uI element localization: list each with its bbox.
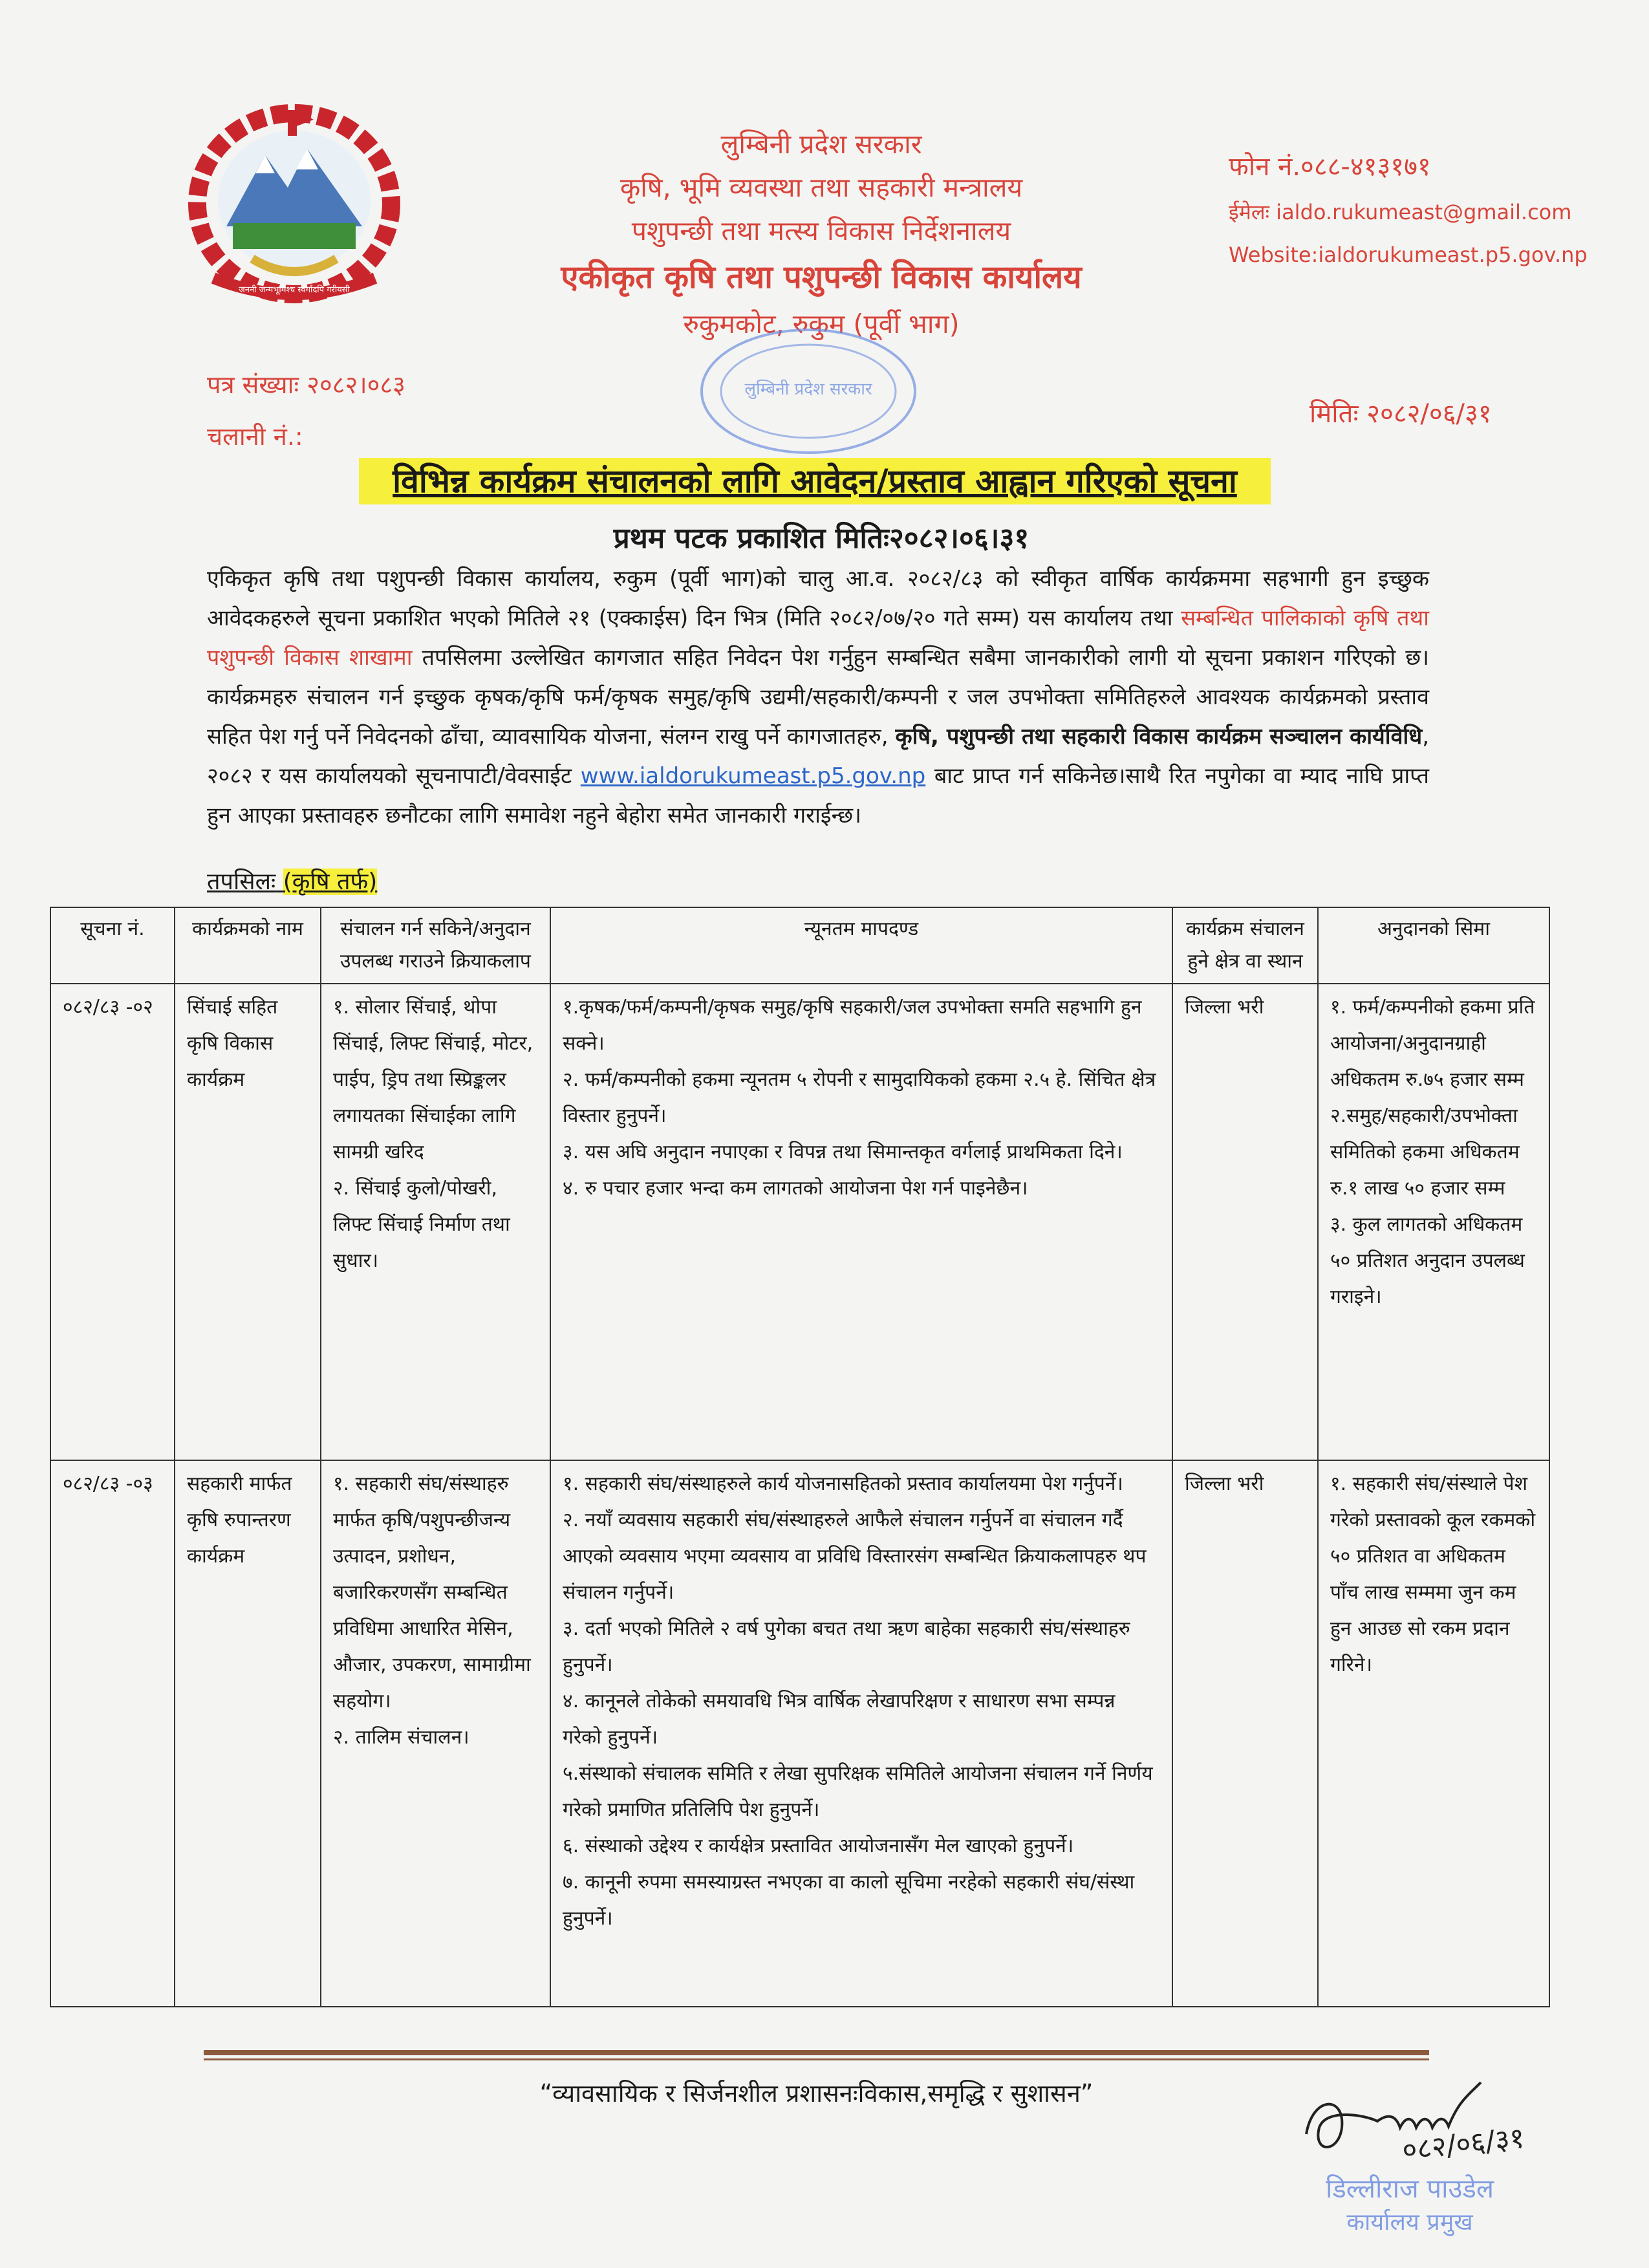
col-header-notice-no: सूचना नं. <box>50 907 175 984</box>
criteria-item: २. फर्म/कम्पनीको हकमा न्यूनतम ५ रोपनी र सामुदायिकको हकमा २.५ हे. सिंचित क्षेत्र विस्तार हुनुपर्ने। <box>563 1068 1156 1127</box>
ministry-name: कृषि, भूमि व्यवस्था तथा सहकारी मन्त्रालय <box>620 172 1023 204</box>
criteria-cell <box>550 1460 1172 2007</box>
program-table <box>50 907 1550 2007</box>
schedule-tag: (कृषि तर्फ) <box>283 869 378 895</box>
office-motto: “व्यावसायिक र सिर्जनशील प्रशासनःविकास,समृद्धि र सुशासन” <box>539 2079 1094 2108</box>
program-name-cell: सिंचाई सहित कृषि विकास कार्यक्रम <box>175 984 321 1460</box>
col-header-grant-limit: अनुदानको सिमा <box>1318 907 1549 984</box>
criteria-item: ३. यस अघि अनुदान नपाएका र विपन्न तथा सिमान्तकृत वर्गलाई प्राथमिकता दिने। <box>563 1141 1123 1163</box>
nepal-emblem-logo <box>175 97 414 310</box>
directorate-name: पशुपन्छी तथा मत्स्य विकास निर्देशनालय <box>631 215 1011 247</box>
dispatch-number: चलानी नं.: <box>207 422 303 451</box>
officer-name: डिल्लीराज पाउडेल <box>1326 2174 1494 2204</box>
area-cell: जिल्ला भरी <box>1172 984 1318 1460</box>
website-link[interactable]: www.ialdorukumeast.p5.gov.np <box>580 763 926 789</box>
table-header-row <box>50 907 1549 984</box>
activity-item: १. सहकारी संघ/संस्थाहरु मार्फत कृषि/पशुपन्छीजन्य उत्पादन, प्रशोधन, बजारिकरणसँग सम्बन्धित प्रविधिमा आधारित मेसिन, औजार, उपकरण, सामाग्रीमा सहयोग। <box>333 1473 531 1712</box>
criteria-cell <box>550 984 1172 1460</box>
phone-number: फोन नं.०८८-४१३१७१ <box>1229 152 1431 182</box>
svg-text:लुम्बिनी प्रदेश सरकार: लुम्बिनी प्रदेश सरकार <box>744 380 872 399</box>
website-address[interactable]: Website:ialdorukumeast.p5.gov.np <box>1229 243 1588 267</box>
criteria-item: ४. कानूनले तोकेको समयावधि भित्र वार्षिक लेखापरिक्षण र साधारण सभा सम्पन्न गरेको हुनुपर्ने। <box>563 1690 1116 1749</box>
svg-text:०८२/०६/३१: ०८२/०६/३१ <box>1400 2121 1526 2167</box>
col-header-program-name: कार्यक्रमको नाम <box>175 907 321 984</box>
activities-cell <box>321 984 550 1460</box>
schedule-label: तपसिलः <box>207 869 276 895</box>
activity-item: २. सिंचाई कुलो/पोखरी, लिफ्ट सिंचाई निर्माण तथा सुधार। <box>333 1177 510 1272</box>
notice-body <box>207 559 1429 836</box>
notice-title: विभिन्न कार्यक्रम संचालनको लागि आवेदन/प्रस्ताव आह्वान गरिएको सूचना <box>359 458 1271 504</box>
criteria-item: २. नयाँ व्यवसाय सहकारी संघ/संस्थाहरुले आफैले संचालन गर्नुपर्ने वा संचालन गर्दै आएको व्यवसाय भएमा व्यवसाय वा प्रविधि विस्तारसंग सम्बन्धित क्रियाकलापहरु थप संचालन गर्नुपर्ने। <box>563 1509 1147 1604</box>
criteria-item: १.कृषक/फर्म/कम्पनी/कृषक समुह/कृषि सहकारी/जल उपभोक्ता समति सहभागि हुन सक्ने। <box>563 996 1142 1055</box>
schedule-heading <box>207 865 377 896</box>
criteria-item: ४. रु पचार हजार भन्दा कम लागतको आयोजना पेश गर्न पाइनेछैन। <box>563 1177 1028 1200</box>
criteria-item: १. सहकारी संघ/संस्थाहरुले कार्य योजनासहितको प्रस्ताव कार्यालयमा पेश गर्नुपर्ने। <box>563 1473 1123 1495</box>
body-text-bold: कृषि, पशुपन्छी तथा सहकारी विकास कार्यक्रम सञ्चालन कार्यविधि <box>895 724 1423 750</box>
criteria-item: ६. संस्थाको उद्देश्य र कार्यक्षेत्र प्रस्तावित आयोजनासँग मेल खाएको हुनुपर्ने। <box>563 1835 1074 1857</box>
activity-item: २. तालिम संचालन। <box>333 1726 469 1749</box>
criteria-item: ५.संस्थाको संचालक समिति र लेखा सुपरिक्षक समितिले आयोजना संचालन गर्ने निर्णय गरेको प्रमाणित प्रतिलिपि पेश हुनुपर्ने। <box>563 1762 1153 1821</box>
area-cell: जिल्ला भरी <box>1172 1460 1318 2007</box>
footer-divider <box>204 2050 1429 2055</box>
limit-item: २.समुह/सहकारी/उपभोक्ता समितिको हकमा अधिकतम रु.१ लाख ५० हजार सम्म <box>1330 1105 1520 1200</box>
body-text-1: एकिकृत कृषि तथा पशुपन्छी विकास कार्यालय, रुकुम (पूर्वी भाग)को चालु आ.व. २०८२/८३ को स्वीकृत वार्षिक कार्यक्रममा सहभागी हुन इच्छुक आवेदकहरुले सूचना प्रकाशित भएको मितिले २१ (एक्काईस) दिन भित्र (मिति २०८२/०७/२० गते सम्म) यस कार्यालय तथा <box>207 566 1429 631</box>
notice-number-cell: ०८२/८३ -०३ <box>50 1460 175 2007</box>
grant-limit-cell <box>1318 1460 1549 2007</box>
limit-item: १. फर्म/कम्पनीको हकमा प्रति आयोजना/अनुदानग्राही अधिकतम रु.७५ हजार सम्म <box>1330 996 1535 1091</box>
office-location: रुकुमकोट, रुकुम (पूर्वी भाग) <box>683 308 960 340</box>
col-header-activities: संचालन गर्न सकिने/अनुदान उपलब्ध गराउने क्रियाकलाप <box>321 907 550 984</box>
body-text-2: तपसिलमा उल्लेखित कागजात सहित निवेदन पेश गर्नुहुन सम्बन्धित सबैमा जानकारीको लागी यो सूचना प्रकाशन गरिएको छ। कार्यक्रमहरु संचालन गर्न इच्छुक कृषक/कृषि फर्म/कृषक समुह/कृषि उद्यमी/सहकारी/कम्पनी र जल उपभोक्ता समितिहरुले आवश्यक कार्यक्रमको प्रस्ताव सहित पेश गर्नु पर्ने निवेदनको ढाँचा, व्यावसायिक योजना, संलग्न राखु पर्ने कागजातहरु, <box>207 645 1429 750</box>
table-row <box>50 1460 1549 2007</box>
activities-cell <box>321 1460 550 2007</box>
office-name: एकीकृत कृषि तथा पशुपन्छी विकास कार्यालय <box>561 259 1082 296</box>
letterhead <box>414 129 1229 352</box>
limit-item: ३. कुल लागतको अधिकतम ५० प्रतिशत अनुदान उपलब्ध गराइने। <box>1330 1213 1525 1308</box>
svg-text:जननी जन्मभूमिश्च स्वर्गादपि गर: जननी जन्मभूमिश्च स्वर्गादपि गरीयसी <box>239 285 350 295</box>
notice-number-cell: ०८२/८३ -०२ <box>50 984 175 1460</box>
program-name-cell: सहकारी मार्फत कृषि रुपान्तरण कार्यक्रम <box>175 1460 321 2007</box>
published-date: प्रथम पटक प्रकाशित मितिः२०८२।०६।३१ <box>613 522 1029 555</box>
body-text-3: , २०८२ र यस कार्यालयको सूचनापाटी/वेवसाईट <box>207 724 1429 789</box>
activity-item: १. सोलार सिंचाई, थोपा सिंचाई, लिफ्ट सिंचाई, मोटर, पाईप, ड्रिप तथा स्प्रिङ्कलर लगायतका सिंचाईका लागि सामग्री खरिद <box>333 996 534 1163</box>
signing-officer <box>1274 2170 1546 2237</box>
letter-number: पत्र संख्याः २०८२।०८३ <box>207 371 405 399</box>
col-header-area: कार्यक्रम संचालन हुने क्षेत्र वा स्थान <box>1172 907 1318 984</box>
letter-date: मितिः २०८२/०६/३१ <box>1310 399 1492 429</box>
body-text-red: सम्बन्धित पालिकाको कृषि तथा पशुपन्छी विकास शाखामा <box>207 605 1429 671</box>
table-row <box>50 984 1549 1460</box>
office-stamp <box>692 323 925 459</box>
officer-title: कार्यालय प्रमुख <box>1346 2209 1473 2236</box>
government-name: लुम्बिनी प्रदेश सरकार <box>720 129 922 160</box>
limit-item: १. सहकारी संघ/संस्थाले पेश गरेको प्रस्तावको कूल रकमको ५० प्रतिशत वा अधिकतम पाँच लाख सम्ममा जुन कम हुन आउछ सो रकम प्रदान गरिने। <box>1330 1473 1536 1676</box>
email-address[interactable]: ईमेलः ialdo.rukumeast@gmail.com <box>1229 200 1572 224</box>
contact-info <box>1229 154 1630 287</box>
col-header-criteria: न्यूनतम मापदण्ड <box>550 907 1172 984</box>
footer-divider-thin <box>204 2058 1429 2060</box>
grant-limit-cell <box>1318 984 1549 1460</box>
body-text-4: बाट प्राप्त गर्न सकिनेछ।साथै रित नपुगेका वा म्याद नाघि प्राप्त हुन आएका प्रस्तावहरु छनौटका लागि समावेश नहुने बेहोरा समेत जानकारी गराईन्छ। <box>207 763 1429 828</box>
criteria-item: ३. दर्ता भएको मितिले २ वर्ष पुगेका बचत तथा ऋण बाहेका सहकारी संघ/संस्थाहरु हुनुपर्ने। <box>563 1617 1130 1676</box>
letter-reference <box>207 367 405 471</box>
criteria-item: ७. कानूनी रुपमा समस्याग्रस्त नभएका वा कालो सूचिमा नरहेको सहकारी संघ/संस्था हुनुपर्ने। <box>563 1871 1135 1930</box>
